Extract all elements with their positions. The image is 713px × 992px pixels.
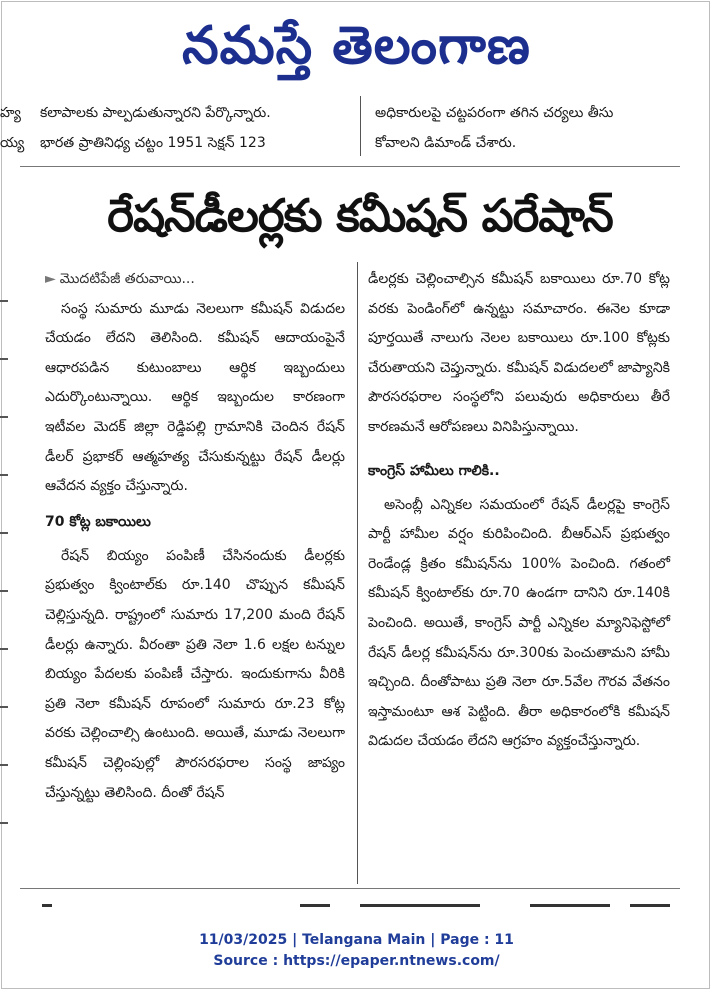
article-paragraph: సంస్థ సుమారు మూడు నెలలుగా కమీషన్ విడుదల చేయడం లేదని తెలిసింది. కమీషన్ ఆదాయంపైనే ఆధారపడిన కుటుంబాలు ఆర్థిక ఇబ్బందులు ఎదుర్కొంటున్నాయి. ఆర్థిక ఇబ్బందుల కారణంగా ఇటీవల మెదక్ జిల్లా రెడ్డిపల్లి గ్రామానికి చెందిన రేషన్ డీలర్ ప్రభాకర్ ఆత్మహత్య చేసుకున్నట్టు రేషన్ డీలర్లు ఆవేదన వ్యక్తం చేస్తున్నారు. [45, 300, 345, 495]
footer-source: Source : https://epaper.ntnews.com/ [213, 953, 500, 969]
continuation-kicker [45, 265, 345, 295]
section-rule [20, 888, 680, 889]
article-column-left [45, 265, 345, 808]
page-footer [0, 930, 713, 972]
article-paragraph: రేషన్ బియ్యం పంపిణీ చేసినందుకు డీలర్లకు ప్రభుత్వం క్వింటాల్‌కు రూ.140 చొప్పున కమీషన్ చెల్లిస్తున్నది. రాష్ట్రంలో సుమారు 17,200 మంది రేషన్ డీలర్లు ఉన్నారు. వీరంతా ప్రతి నెలా 1.6 లక్షల టన్నుల బియ్యం పేదలకు పంపిణీ చేస్తారు. ఇందుకుగాను వీరికి ప్రతి నెలా కమీషన్ రూపంలో సుమారు రూ.23 కోట్ల వరకు చెల్లించాల్సి ఉంటుంది. అయితే, మూడు నెలలుగా కమీషన్ చెల్లింపుల్లో పౌరసరఫరాల సంస్థ జాప్యం చేస్తున్నట్టు తెలిసింది. దీంతో రేషన్ [45, 547, 345, 801]
arrow-right-icon: ► [45, 271, 56, 287]
article-headline: రేషన్‌డీలర్లకు కమీషన్ పరేషాన్ [107, 189, 613, 242]
prev-article-edge-text: హ్య య్య [0, 105, 25, 151]
column-divider [357, 262, 358, 884]
section-rule [20, 166, 680, 167]
kicker-text: మొదటిపేజీ తరువాయి... [59, 271, 195, 287]
prev-article-line: అధికారులపై చట్టపరంగా తగిన చర్యలు తీసు [375, 105, 614, 121]
prev-article-edge-fragment [0, 98, 25, 158]
article-subheading: 70 కోట్ల బకాయిలు [45, 513, 151, 530]
prev-article-line: కలాపాలకు పాల్పడుతున్నారని పేర్కొన్నారు. [40, 105, 271, 121]
newspaper-masthead: నమస్తే తెలంగాణ [182, 16, 531, 76]
prev-article-line: భారత ప్రాతినిధ్య చట్టం 1951 సెక్షన్ 123 [40, 135, 266, 151]
column-divider [360, 96, 361, 156]
article-paragraph: అసెంబ్లీ ఎన్నికల సమయంలో రేషన్ డీలర్లపై కాంగ్రెస్ పార్టీ హామీల వర్షం కురిపించింది. బీఆర్‌ఎస్ ప్రభుత్వం రెండేండ్ల క్రితం కమీషన్‌ను 100% పెంచింది. గతంలో కమీషన్ క్వింటాల్‌కు రూ.70 ఉండగా దానిని రూ.140కి పెంచింది. అయితే, కాంగ్రెస్ పార్టీ ఎన్నికల మ్యానిఫెస్టోలో రేషన్ డీలర్ల కమీషన్‌ను రూ.300కు పెంచుతామని హామీ ఇచ్చింది. దీంతోపాటు ప్రతి నెలా రూ.5వేల గౌరవ వేతనం ఇస్తామంటూ ఆశ పెట్టింది. తీరా అధికారంలోకి కమీషన్ విడుదల చేయడం లేదని ఆగ్రహం వ్యక్తంచేస్తున్నారు. [368, 496, 670, 750]
prev-article-line: కోవాలని డిమాండ్ చేశారు. [375, 135, 517, 151]
prev-article-column-1 [40, 98, 271, 158]
article-column-right [368, 265, 670, 757]
adjacent-article-edge [0, 290, 12, 890]
footer-date-edition: 11/03/2025 | Telangana Main | Page : 11 [199, 932, 514, 948]
article-paragraph: డీలర్లకు చెల్లించాల్సిన కమీషన్ బకాయిలు రూ.70 కోట్ల వరకు పెండింగ్‌లో ఉన్నట్టు సమాచారం. ఈనెల కూడా పూర్తయితే నాలుగు నెలల బకాయిలు రూ.100 కోట్లకు చేరుతాయని చెప్తున్నారు. కమీషన్ విడుదలలో జాప్యానికి పౌరసరఫరాల సంస్థలోని పలువురు అధికారులు తీరే కారణమనే ఆరోపణలు వినిపిస్తున్నాయి. [368, 271, 670, 435]
prev-article-column-2 [375, 98, 613, 158]
next-article-cut-edge [30, 898, 670, 912]
article-subheading: కాంగ్రెస్ హామీలు గాలికి.. [368, 462, 500, 479]
